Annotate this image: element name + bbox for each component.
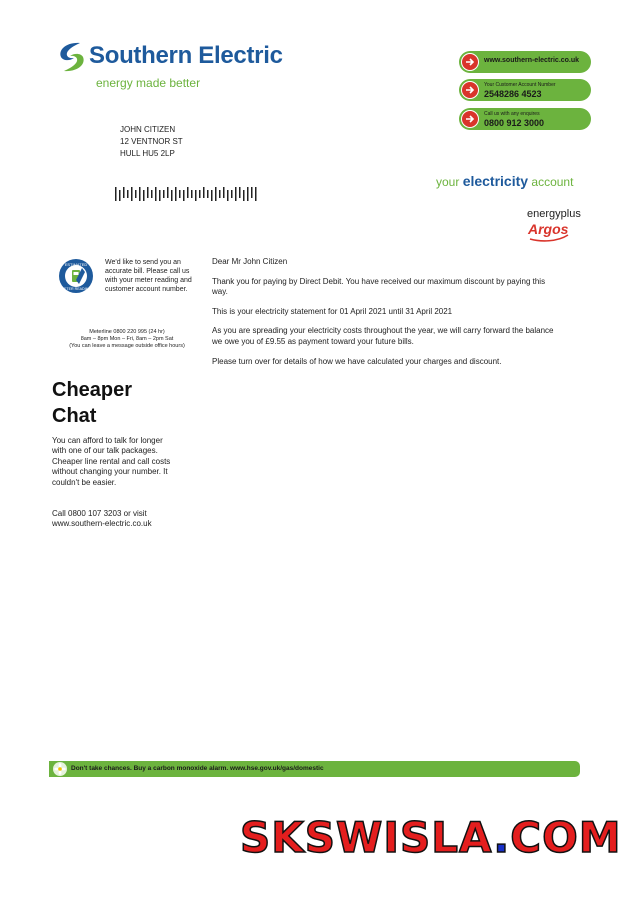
account-title-middle: electricity xyxy=(462,173,529,189)
promo-title-line-1: Cheaper xyxy=(52,379,133,401)
energyplus-logo: energyplus xyxy=(527,208,581,220)
recipient-street: 12 VENTNOR ST xyxy=(120,137,183,146)
promo-phone: Call 0800 107 3203 or visit xyxy=(52,509,147,518)
meterline-number: Meterline 0800 220 995 (24 hr) xyxy=(89,329,165,335)
brand-swirl-icon xyxy=(56,40,88,74)
phone-number[interactable]: 0800 912 3000 xyxy=(484,118,545,128)
account-number-pill xyxy=(459,79,591,101)
meterline-info xyxy=(54,329,200,350)
phone-pill[interactable] xyxy=(459,108,591,130)
promo-body: You can afford to talk for longer with one of our talk packages. Cheaper line rental and call costs without changing your number. It couldn't be easier. xyxy=(52,436,171,487)
promo-website-link[interactable]: www.southern-electric.co.uk xyxy=(52,519,152,529)
letter-paragraph-2: This is your electricity statement for 01 April 2021 until 31 April 2021 xyxy=(212,306,453,316)
promo-title-line-2: Chat xyxy=(52,405,97,427)
brand-name: Southern Electric xyxy=(89,42,283,69)
letter-paragraph-3: As you are spreading your electricity costs throughout the year, we will carry forward the balance we owe you of £9.55 as payment toward your future bills. xyxy=(212,326,554,346)
letter-body xyxy=(212,257,557,376)
svg-text:METER READING: METER READING xyxy=(61,287,91,291)
website-pill[interactable] xyxy=(459,51,591,73)
account-title-prefix: your xyxy=(436,175,460,189)
watermark-main: SKSWISLA xyxy=(240,813,494,862)
arrow-right-icon xyxy=(461,110,479,128)
letter-paragraph-4: Please turn over for details of how we have calculated your charges and discount. xyxy=(212,356,502,366)
argos-logo: Argos xyxy=(528,221,569,237)
postal-barcode xyxy=(114,186,260,202)
company-logo xyxy=(56,40,316,90)
recipient-city: HULL HU5 2LP xyxy=(120,149,175,158)
promo-contact xyxy=(52,509,192,530)
argos-swoosh-icon xyxy=(529,234,569,242)
arrow-right-icon xyxy=(461,53,479,71)
letter-greeting: Dear Mr John Citizen xyxy=(212,257,288,266)
phone-label: Call us with any enquires xyxy=(484,111,540,117)
meter-reading-message: We'd like to send you an accurate bill. Please call us with your meter reading and customer account number. xyxy=(105,259,192,293)
account-title xyxy=(436,173,573,189)
letter-paragraph-1: Thank you for paying by Direct Debit. You have received our maximum discount by paying this way. xyxy=(212,276,546,297)
account-number-label: Your Customer Account Number xyxy=(484,82,556,88)
daisy-flower-icon xyxy=(53,762,67,776)
account-number-value: 2548286 4523 xyxy=(484,89,542,99)
meterline-note: (You can leave a message outside office hours) xyxy=(69,343,185,349)
recipient-name: JOHN CITIZEN xyxy=(120,125,176,134)
svg-text:ESTIMATED: ESTIMATED xyxy=(64,262,88,267)
safety-footer-bar xyxy=(49,761,580,777)
safety-message: Don't take chances. Buy a carbon monoxide alarm. www.hse.gov.uk/gas/domestic xyxy=(71,765,324,772)
recipient-address xyxy=(120,124,183,160)
arrow-right-icon xyxy=(461,81,479,99)
website-link[interactable]: www.southern-electric.co.uk xyxy=(484,57,580,64)
promo-title xyxy=(52,377,132,429)
estimated-meter-reading-badge-icon xyxy=(58,258,94,294)
meterline-hours: 8am – 8pm Mon – Fri, 8am – 2pm Sat xyxy=(80,336,174,342)
watermark xyxy=(240,813,622,862)
watermark-dot: . xyxy=(493,813,511,862)
account-title-suffix: account xyxy=(531,175,574,189)
watermark-tld: COM xyxy=(510,813,622,862)
brand-tagline: energy made better xyxy=(96,76,201,90)
